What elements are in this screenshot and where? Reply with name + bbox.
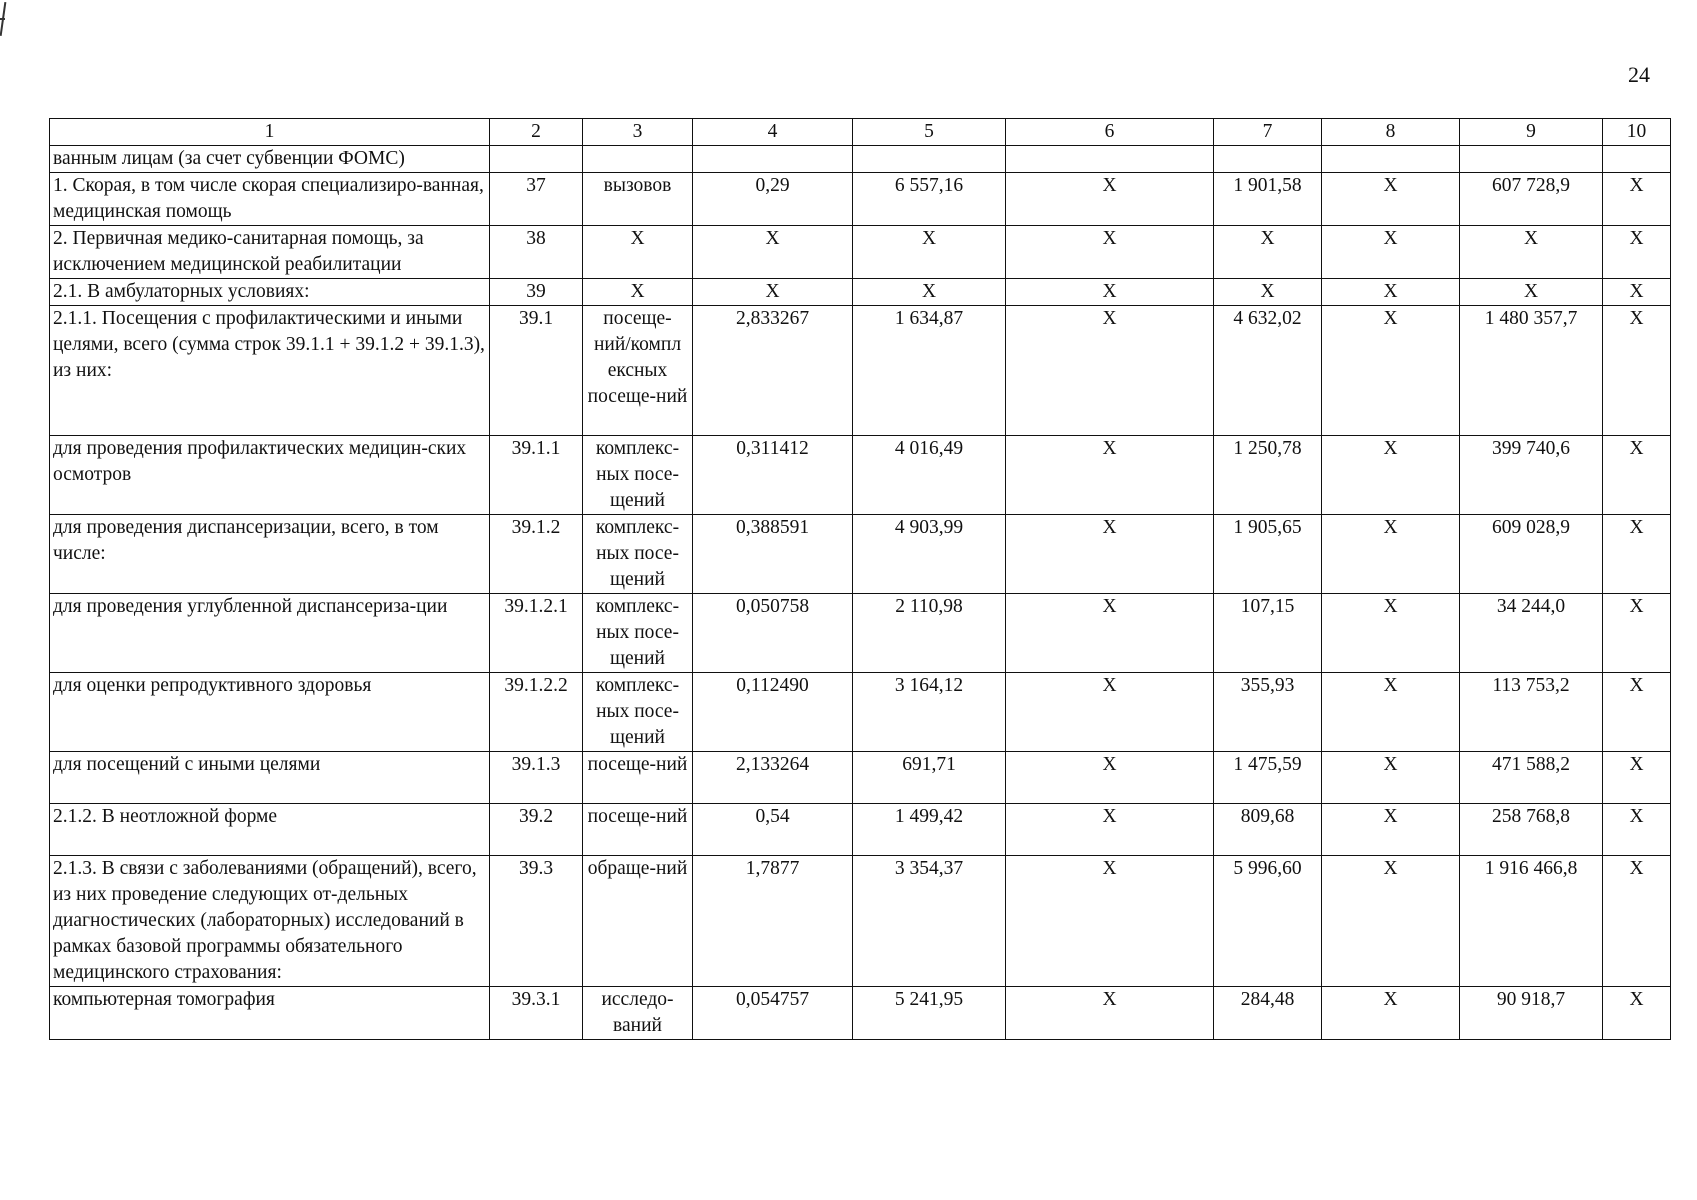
cell: 113 753,2 bbox=[1460, 673, 1603, 752]
cell: 1,7877 bbox=[693, 856, 853, 987]
cell: 691,71 bbox=[853, 752, 1006, 804]
cell: 0,54 bbox=[693, 804, 853, 856]
row-code bbox=[490, 146, 583, 173]
cell: X bbox=[1603, 987, 1671, 1040]
page-number: 24 bbox=[1628, 62, 1650, 87]
cell: X bbox=[1460, 279, 1603, 306]
cell: X bbox=[1322, 436, 1460, 515]
cell: X bbox=[1006, 752, 1214, 804]
row-name: 2. Первичная медико-санитарная помощь, за исключением медицинской реабилитации bbox=[50, 226, 490, 279]
cell: 1 250,78 bbox=[1214, 436, 1322, 515]
cell: 258 768,8 bbox=[1460, 804, 1603, 856]
cell: X bbox=[1603, 804, 1671, 856]
cell: X bbox=[1603, 515, 1671, 594]
cell: 1 634,87 bbox=[853, 306, 1006, 436]
cell bbox=[693, 146, 853, 173]
row-code: 39.1 bbox=[490, 306, 583, 436]
cell: 284,48 bbox=[1214, 987, 1322, 1040]
column-header: 6 bbox=[1006, 119, 1214, 146]
row-unit: вызовов bbox=[583, 173, 693, 226]
row-unit: X bbox=[583, 279, 693, 306]
row-code: 39.2 bbox=[490, 804, 583, 856]
cell: 0,054757 bbox=[693, 987, 853, 1040]
row-name: компьютерная томография bbox=[50, 987, 490, 1040]
cell: X bbox=[1603, 436, 1671, 515]
cell: 0,112490 bbox=[693, 673, 853, 752]
row-unit: посеще-ний bbox=[583, 752, 693, 804]
row-code: 39.1.2.2 bbox=[490, 673, 583, 752]
table-row bbox=[50, 673, 1671, 752]
row-unit: посеще-ний/компл ексных посеще-ний bbox=[583, 306, 693, 436]
row-unit: исследо-ваний bbox=[583, 987, 693, 1040]
cell: 2,133264 bbox=[693, 752, 853, 804]
cell: X bbox=[1460, 226, 1603, 279]
cell: X bbox=[1006, 306, 1214, 436]
cell: X bbox=[1322, 173, 1460, 226]
cell: 607 728,9 bbox=[1460, 173, 1603, 226]
cell: 609 028,9 bbox=[1460, 515, 1603, 594]
cell: 4 903,99 bbox=[853, 515, 1006, 594]
cell: 1 475,59 bbox=[1214, 752, 1322, 804]
column-header: 4 bbox=[693, 119, 853, 146]
cell: X bbox=[1603, 279, 1671, 306]
cell: X bbox=[1603, 856, 1671, 987]
table-row bbox=[50, 279, 1671, 306]
row-name: для проведения углубленной диспансериза-ции bbox=[50, 594, 490, 673]
cell: 471 588,2 bbox=[1460, 752, 1603, 804]
row-name: 2.1.3. В связи с заболеваниями (обращений), всего, из них проведение следующих от-дельных диагностических (лабораторных) исследований в рамках базовой программы обязательного медицинского страхования: bbox=[50, 856, 490, 987]
row-name: 1. Скорая, в том числе скорая специализиро-ванная, медицинская помощь bbox=[50, 173, 490, 226]
cell: 1 916 466,8 bbox=[1460, 856, 1603, 987]
column-header: 3 bbox=[583, 119, 693, 146]
row-code: 37 bbox=[490, 173, 583, 226]
cell: X bbox=[1006, 173, 1214, 226]
cell bbox=[1214, 146, 1322, 173]
cell: X bbox=[1006, 279, 1214, 306]
cell: 1 905,65 bbox=[1214, 515, 1322, 594]
cell bbox=[1322, 146, 1460, 173]
cell: X bbox=[1006, 226, 1214, 279]
cell: X bbox=[1603, 673, 1671, 752]
cell: 4 016,49 bbox=[853, 436, 1006, 515]
cell: X bbox=[1006, 987, 1214, 1040]
cell: 90 918,7 bbox=[1460, 987, 1603, 1040]
cell: X bbox=[1322, 856, 1460, 987]
column-header: 7 bbox=[1214, 119, 1322, 146]
cell: X bbox=[1322, 804, 1460, 856]
cell: X bbox=[693, 279, 853, 306]
cell: 0,311412 bbox=[693, 436, 853, 515]
cell: X bbox=[1006, 856, 1214, 987]
cell: 0,29 bbox=[693, 173, 853, 226]
cell bbox=[1460, 146, 1603, 173]
cell: X bbox=[1006, 515, 1214, 594]
cell: 399 740,6 bbox=[1460, 436, 1603, 515]
cell: X bbox=[1322, 594, 1460, 673]
cell: 4 632,02 bbox=[1214, 306, 1322, 436]
row-code: 39.3 bbox=[490, 856, 583, 987]
row-unit: комплекс-ных посе-щений bbox=[583, 594, 693, 673]
cell: X bbox=[853, 279, 1006, 306]
row-unit bbox=[583, 146, 693, 173]
cell: X bbox=[1322, 306, 1460, 436]
row-name: для оценки репродуктивного здоровья bbox=[50, 673, 490, 752]
cell: 5 996,60 bbox=[1214, 856, 1322, 987]
cell: X bbox=[1603, 752, 1671, 804]
row-name: 2.1.2. В неотложной форме bbox=[50, 804, 490, 856]
cell bbox=[1006, 146, 1214, 173]
cell: 3 164,12 bbox=[853, 673, 1006, 752]
row-unit: посеще-ний bbox=[583, 804, 693, 856]
table-row bbox=[50, 804, 1671, 856]
row-code: 39.1.2 bbox=[490, 515, 583, 594]
cell: 34 244,0 bbox=[1460, 594, 1603, 673]
cell: X bbox=[1322, 987, 1460, 1040]
table-row bbox=[50, 173, 1671, 226]
cell: 107,15 bbox=[1214, 594, 1322, 673]
table-row bbox=[50, 146, 1671, 173]
table-row bbox=[50, 226, 1671, 279]
table-row bbox=[50, 306, 1671, 436]
row-name: 2.1. В амбулаторных условиях: bbox=[50, 279, 490, 306]
column-header: 5 bbox=[853, 119, 1006, 146]
cell: 1 480 357,7 bbox=[1460, 306, 1603, 436]
cell: X bbox=[1006, 804, 1214, 856]
cell: 1 901,58 bbox=[1214, 173, 1322, 226]
column-header: 9 bbox=[1460, 119, 1603, 146]
data-table bbox=[49, 118, 1671, 1040]
cell: 5 241,95 bbox=[853, 987, 1006, 1040]
table-row bbox=[50, 752, 1671, 804]
row-name: для проведения профилактических медицин-ских осмотров bbox=[50, 436, 490, 515]
cell: X bbox=[1322, 226, 1460, 279]
row-code: 39.3.1 bbox=[490, 987, 583, 1040]
column-header: 2 bbox=[490, 119, 583, 146]
row-unit: обраще-ний bbox=[583, 856, 693, 987]
cell bbox=[853, 146, 1006, 173]
cell: 355,93 bbox=[1214, 673, 1322, 752]
table-row bbox=[50, 594, 1671, 673]
column-number-row bbox=[50, 119, 1671, 146]
cell: X bbox=[1322, 752, 1460, 804]
row-code: 39.1.3 bbox=[490, 752, 583, 804]
table-row bbox=[50, 856, 1671, 987]
row-code: 39.1.2.1 bbox=[490, 594, 583, 673]
row-unit: X bbox=[583, 226, 693, 279]
row-code: 38 bbox=[490, 226, 583, 279]
table-row bbox=[50, 515, 1671, 594]
cell: 1 499,42 bbox=[853, 804, 1006, 856]
cell: 6 557,16 bbox=[853, 173, 1006, 226]
scan-artifact bbox=[0, 0, 6, 38]
cell: X bbox=[1322, 515, 1460, 594]
cell: 2,833267 bbox=[693, 306, 853, 436]
cell: 3 354,37 bbox=[853, 856, 1006, 987]
cell: 809,68 bbox=[1214, 804, 1322, 856]
cell: X bbox=[1006, 673, 1214, 752]
cell: X bbox=[1006, 594, 1214, 673]
cell: X bbox=[693, 226, 853, 279]
cell: X bbox=[1603, 306, 1671, 436]
row-name: для проведения диспансеризации, всего, в том числе: bbox=[50, 515, 490, 594]
row-unit: комплекс-ных посе-щений bbox=[583, 673, 693, 752]
row-code: 39 bbox=[490, 279, 583, 306]
row-name: ванным лицам (за счет субвенции ФОМС) bbox=[50, 146, 490, 173]
cell: X bbox=[1214, 279, 1322, 306]
cell: X bbox=[853, 226, 1006, 279]
row-unit: комплекс-ных посе-щений bbox=[583, 436, 693, 515]
column-header: 1 bbox=[50, 119, 490, 146]
cell: X bbox=[1006, 436, 1214, 515]
cell: 2 110,98 bbox=[853, 594, 1006, 673]
row-name: 2.1.1. Посещения с профилактическими и иными целями, всего (сумма строк 39.1.1 + 39.1.2 + 39.1.3), из них: bbox=[50, 306, 490, 436]
cell bbox=[1603, 146, 1671, 173]
cell: X bbox=[1322, 673, 1460, 752]
row-name: для посещений с иными целями bbox=[50, 752, 490, 804]
row-code: 39.1.1 bbox=[490, 436, 583, 515]
row-unit: комплекс-ных посе-щений bbox=[583, 515, 693, 594]
cell: X bbox=[1603, 173, 1671, 226]
cell: 0,050758 bbox=[693, 594, 853, 673]
cell: X bbox=[1603, 226, 1671, 279]
cell: 0,388591 bbox=[693, 515, 853, 594]
cell: X bbox=[1214, 226, 1322, 279]
column-header: 8 bbox=[1322, 119, 1460, 146]
table-row bbox=[50, 987, 1671, 1040]
column-header: 10 bbox=[1603, 119, 1671, 146]
table-row bbox=[50, 436, 1671, 515]
cell: X bbox=[1603, 594, 1671, 673]
cell: X bbox=[1322, 279, 1460, 306]
